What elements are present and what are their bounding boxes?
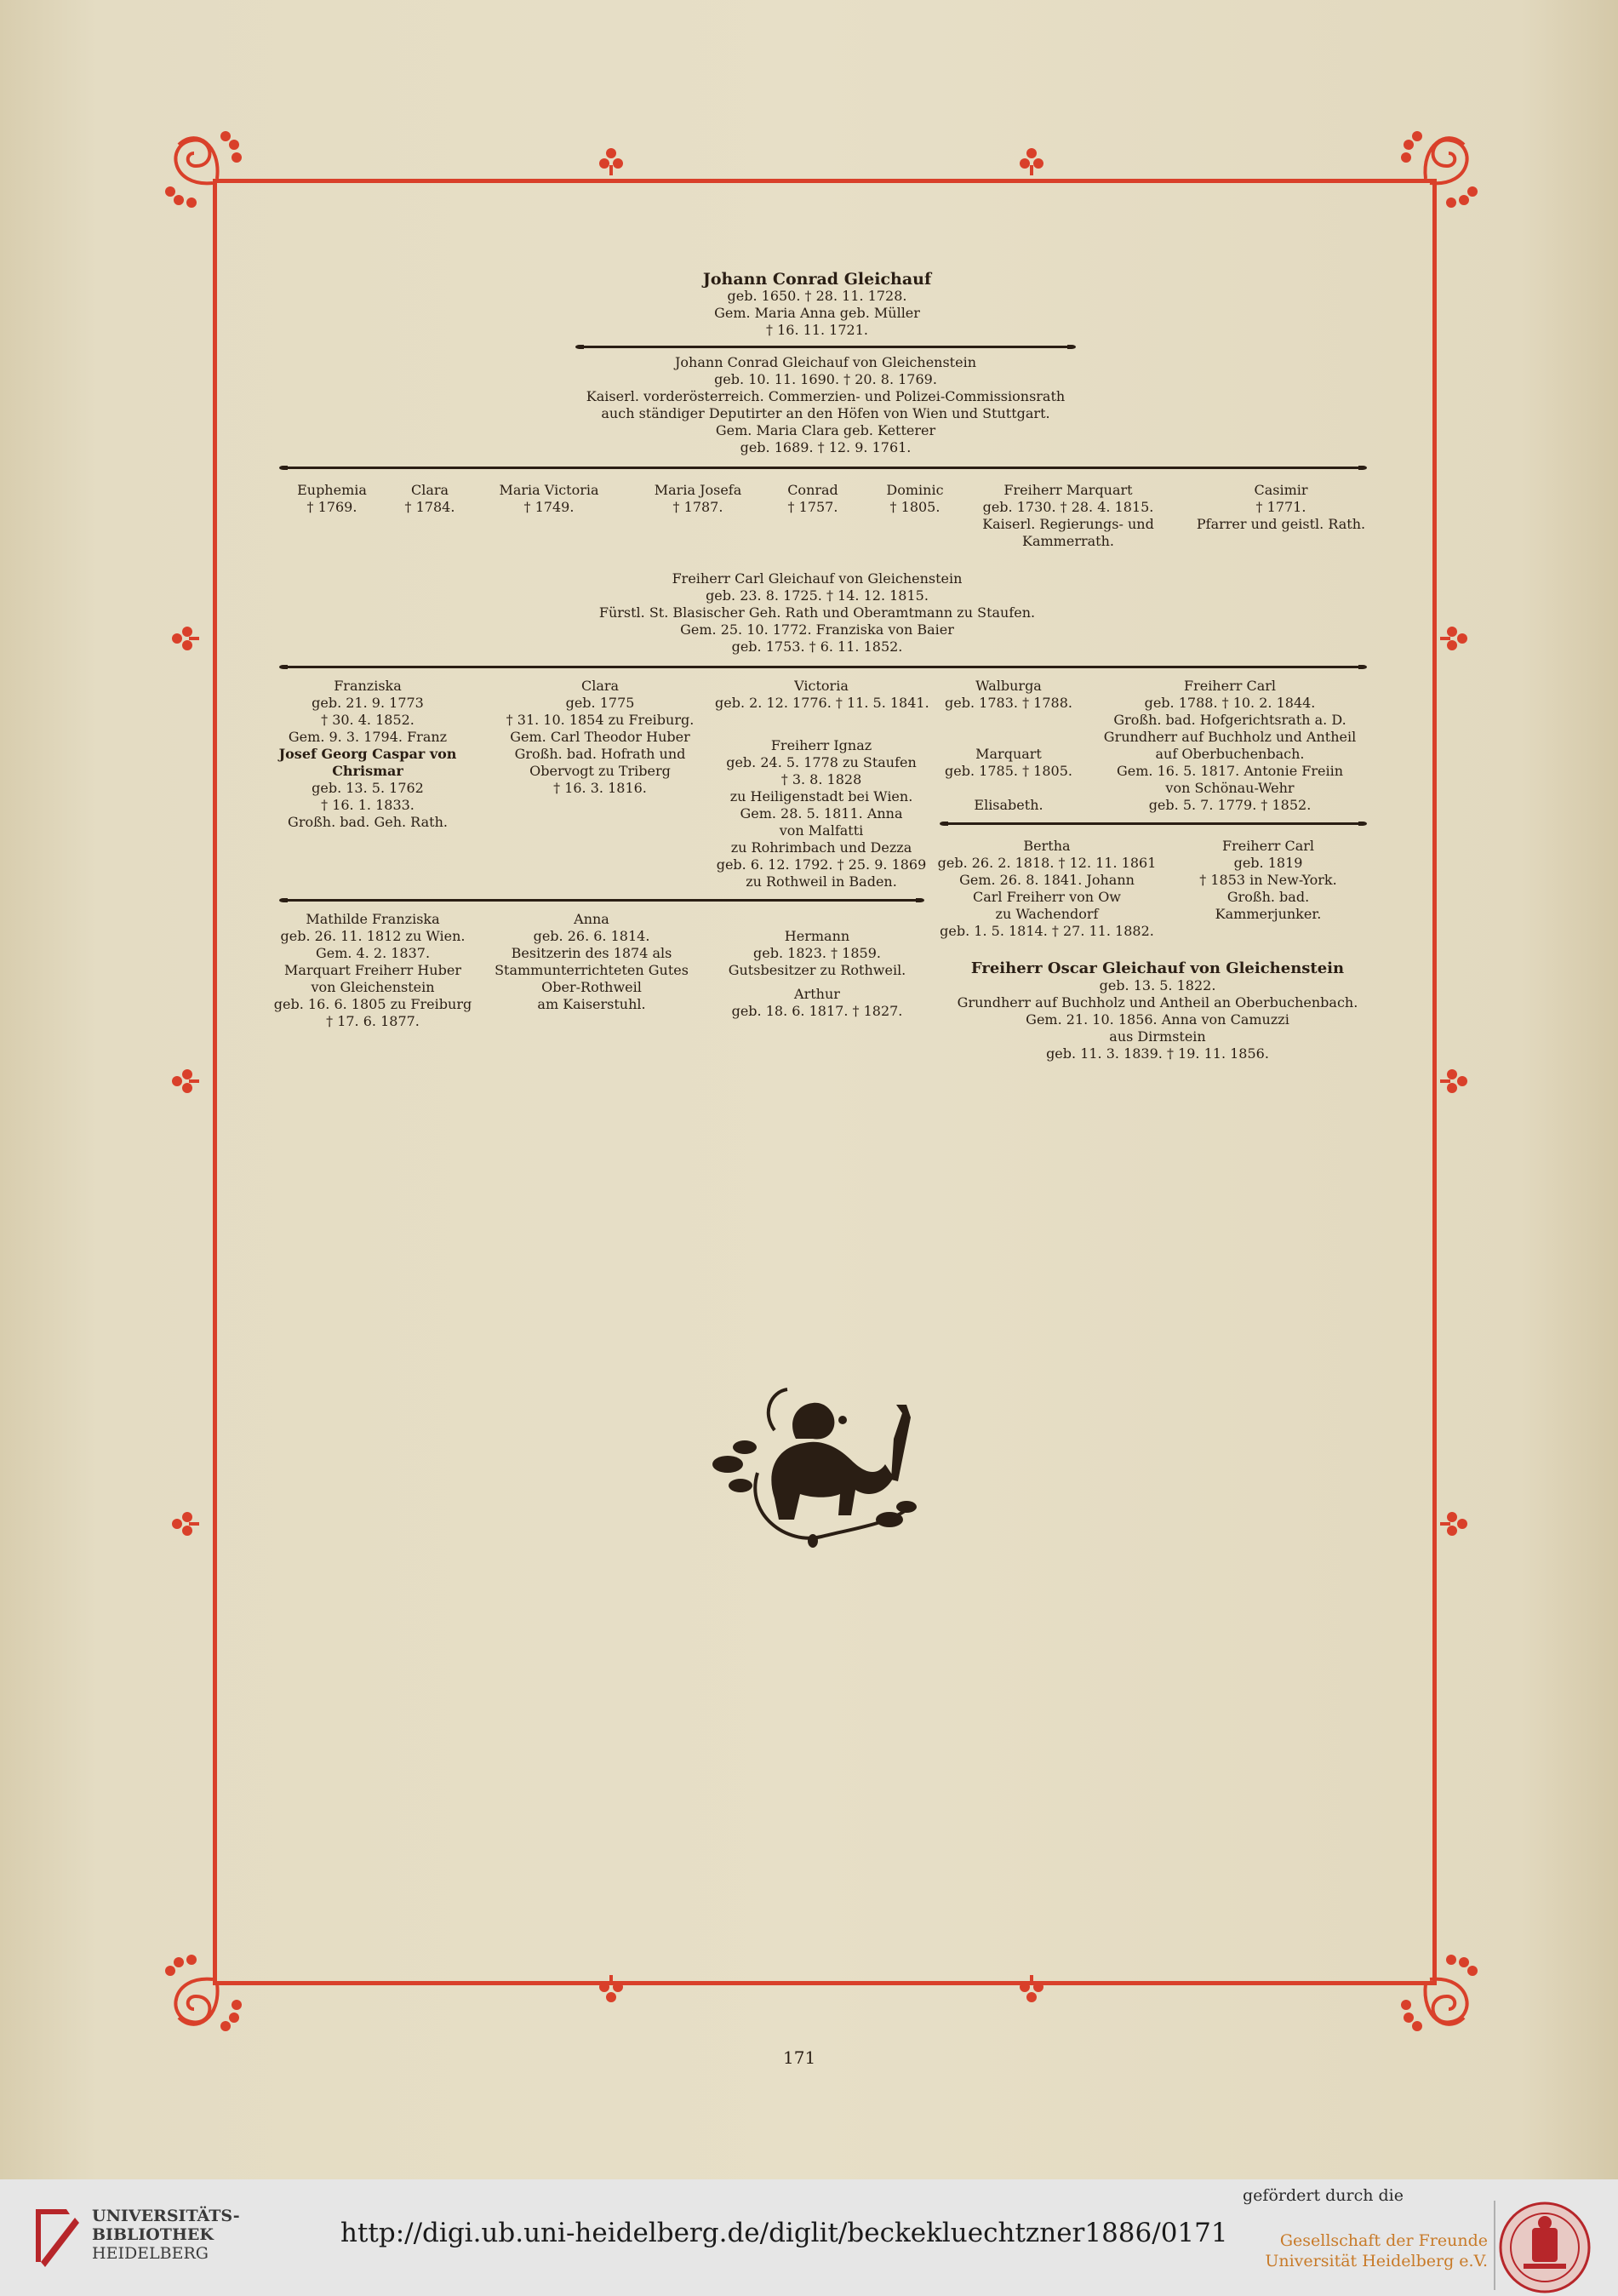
university-seal-icon (1498, 2201, 1592, 2294)
heading-name: Johann Conrad Gleichauf (702, 270, 932, 289)
gen4-elisabeth: Elisabeth. (974, 797, 1043, 813)
funding-label: gefördert durch die (1243, 2186, 1404, 2205)
trefoil-ornament-icon (167, 1064, 201, 1098)
divider-rule (283, 467, 1364, 469)
gen4-walburga: Walburga geb. 1783. † 1788. (945, 678, 1072, 711)
document-url-link[interactable]: http://digi.ub.uni-heidelberg.de/diglit/beckekluechtzner1886/0171 (340, 2218, 1228, 2248)
trefoil-ornament-icon (1438, 1507, 1472, 1541)
society-name: Gesellschaft der Freunde Universität Heidelberg e.V. (1265, 2231, 1488, 2270)
gen5-oscar: Freiherr Oscar Gleichauf von Gleichenstein geb. 13. 5. 1822. Grundherr auf Buchholz und Antheil an Oberbuchenbach. Gem. 21. 10. 1856. Anna von Camuzzi aus Dirmstein geb. 11. 3. 1839. † 19. 11. 1856. (957, 959, 1358, 1062)
trefoil-ornament-icon (594, 1973, 628, 2007)
carl-entry: Freiherr Carl Gleichauf von Gleichenstein geb. 23. 8. 1725. † 14. 12. 1815. Fürstl. St. Blasischer Geh. Rath und Oberamtmann zu Staufen. Gem. 25. 10. 1772. Franziska von Baier geb. 1753. † 6. 11. 1852. (598, 570, 1036, 655)
gen4-clara: Clara geb. 1775 † 31. 10. 1854 zu Freiburg. Gem. Carl Theodor Huber Großh. bad. Hofrath und Obervogt zu Triberg † 16. 3. 1816. (506, 678, 695, 796)
gen3-entry: Dominic † 1805. (886, 482, 944, 515)
gen3-entry: Euphemia † 1769. (297, 482, 367, 515)
corner-ornament-icon (153, 1950, 247, 2043)
gen5-hermann: Hermann geb. 1823. † 1859. Gutsbesitzer zu Rothweil. (728, 928, 906, 978)
library-logo-icon (32, 2201, 83, 2269)
gen4-victoria: Victoria geb. 2. 12. 1776. † 11. 5. 1841. (715, 678, 929, 711)
gen3-entry: Freiherr Marquart geb. 1730. † 28. 4. 1815. Kaiserl. Regierungs- und Kammerrath. (982, 482, 1154, 549)
gen3-entry: Clara † 1784. (404, 482, 455, 515)
gen2-entry: Johann Conrad Gleichauf von Gleichenstein geb. 10. 11. 1690. † 20. 8. 1769. Kaiserl. vorderösterreich. Commerzien- und Polizei-Commissionsrath auch ständiger Deputirter an den Höfen von Wien und Stuttgart. Gem. Maria Clara geb. Ketterer geb. 1689. † 12. 9. 1761. (586, 354, 1066, 455)
page-number: 171 (783, 2047, 816, 2068)
gen3-entry: Maria Josefa † 1787. (654, 482, 742, 515)
trefoil-ornament-icon (1015, 143, 1049, 177)
lion-vignette-icon (694, 1379, 949, 1549)
divider-rule (283, 666, 1364, 668)
trefoil-ornament-icon (167, 1507, 201, 1541)
trefoil-ornament-icon (594, 143, 628, 177)
gen3-entry: Maria Victoria † 1749. (499, 482, 599, 515)
corner-ornament-icon (1396, 1950, 1489, 2043)
gen4-franziska: Franziska geb. 21. 9. 1773 † 30. 4. 1852. Gem. 9. 3. 1794. Franz Josef Georg Caspar von Chrismar geb. 13. 5. 1762 † 16. 1. 1833. Großh. bad. Geh. Rath. (278, 678, 457, 830)
footer-divider (1494, 2201, 1495, 2290)
corner-ornament-icon (153, 119, 247, 213)
gen3-entry: Conrad † 1757. (787, 482, 838, 515)
trefoil-ornament-icon (167, 621, 201, 656)
gen4-carl: Freiherr Carl geb. 1788. † 10. 2. 1844. Großh. bad. Hofgerichtsrath a. D. Grundherr auf Buchholz und Antheil auf Oberbuchenbach. Gem. 16. 5. 1817. Antonie Freiin von Schönau-Wehr geb. 5. 7. 1779. † 1852. (1103, 678, 1357, 813)
corner-ornament-icon (1396, 119, 1489, 213)
trefoil-ornament-icon (1015, 1973, 1049, 2007)
gen4-ignaz: Freiherr Ignaz geb. 24. 5. 1778 zu Staufen † 3. 8. 1828 zu Heiligenstadt bei Wien. Gem. 28. 5. 1811. Anna von Malfatti zu Rohrimbach und Dezza geb. 6. 12. 1792. † 25. 9. 1869 zu Rothweil in Baden. (716, 737, 927, 890)
trefoil-ornament-icon (1438, 1064, 1472, 1098)
divider-rule (579, 346, 1072, 348)
gen5-arthur: Arthur geb. 18. 6. 1817. † 1827. (731, 986, 903, 1019)
gen5-carl: Freiherr Carl geb. 1819 † 1853 in New-York. Großh. bad. Kammerjunker. (1199, 838, 1337, 922)
trefoil-ornament-icon (1438, 621, 1472, 656)
gen5-bertha: Bertha geb. 26. 2. 1818. † 12. 11. 1861 Gem. 26. 8. 1841. Johann Carl Freiherr von Ow zu Wachendorf geb. 1. 5. 1814. † 27. 11. 1882. (937, 838, 1157, 939)
library-name: UNIVERSITÄTS- BIBLIOTHEK HEIDELBERG (92, 2207, 240, 2263)
gen3-entry: Casimir † 1771. Pfarrer und geistl. Rath. (1196, 482, 1366, 532)
divider-rule (283, 899, 921, 902)
divider-rule (943, 822, 1364, 825)
gen4-marquart: Marquart geb. 1785. † 1805. (945, 746, 1072, 779)
gen5-mathilde: Mathilde Franziska geb. 26. 11. 1812 zu Wien. Gem. 4. 2. 1837. Marquart Freiherr Huber von Gleichenstein geb. 16. 6. 1805 zu Freiburg † 17. 6. 1877. (273, 911, 472, 1029)
gen5-anna: Anna geb. 26. 6. 1814. Besitzerin des 1874 als Stammunterrichteten Gutes Ober-Rothweil am Kaiserstuhl. (495, 911, 689, 1012)
heading-entry: Johann Conrad Gleichauf geb. 1650. † 28. 11. 1728. Gem. Maria Anna geb. Müller † 16. 11. 1721. (647, 271, 987, 339)
